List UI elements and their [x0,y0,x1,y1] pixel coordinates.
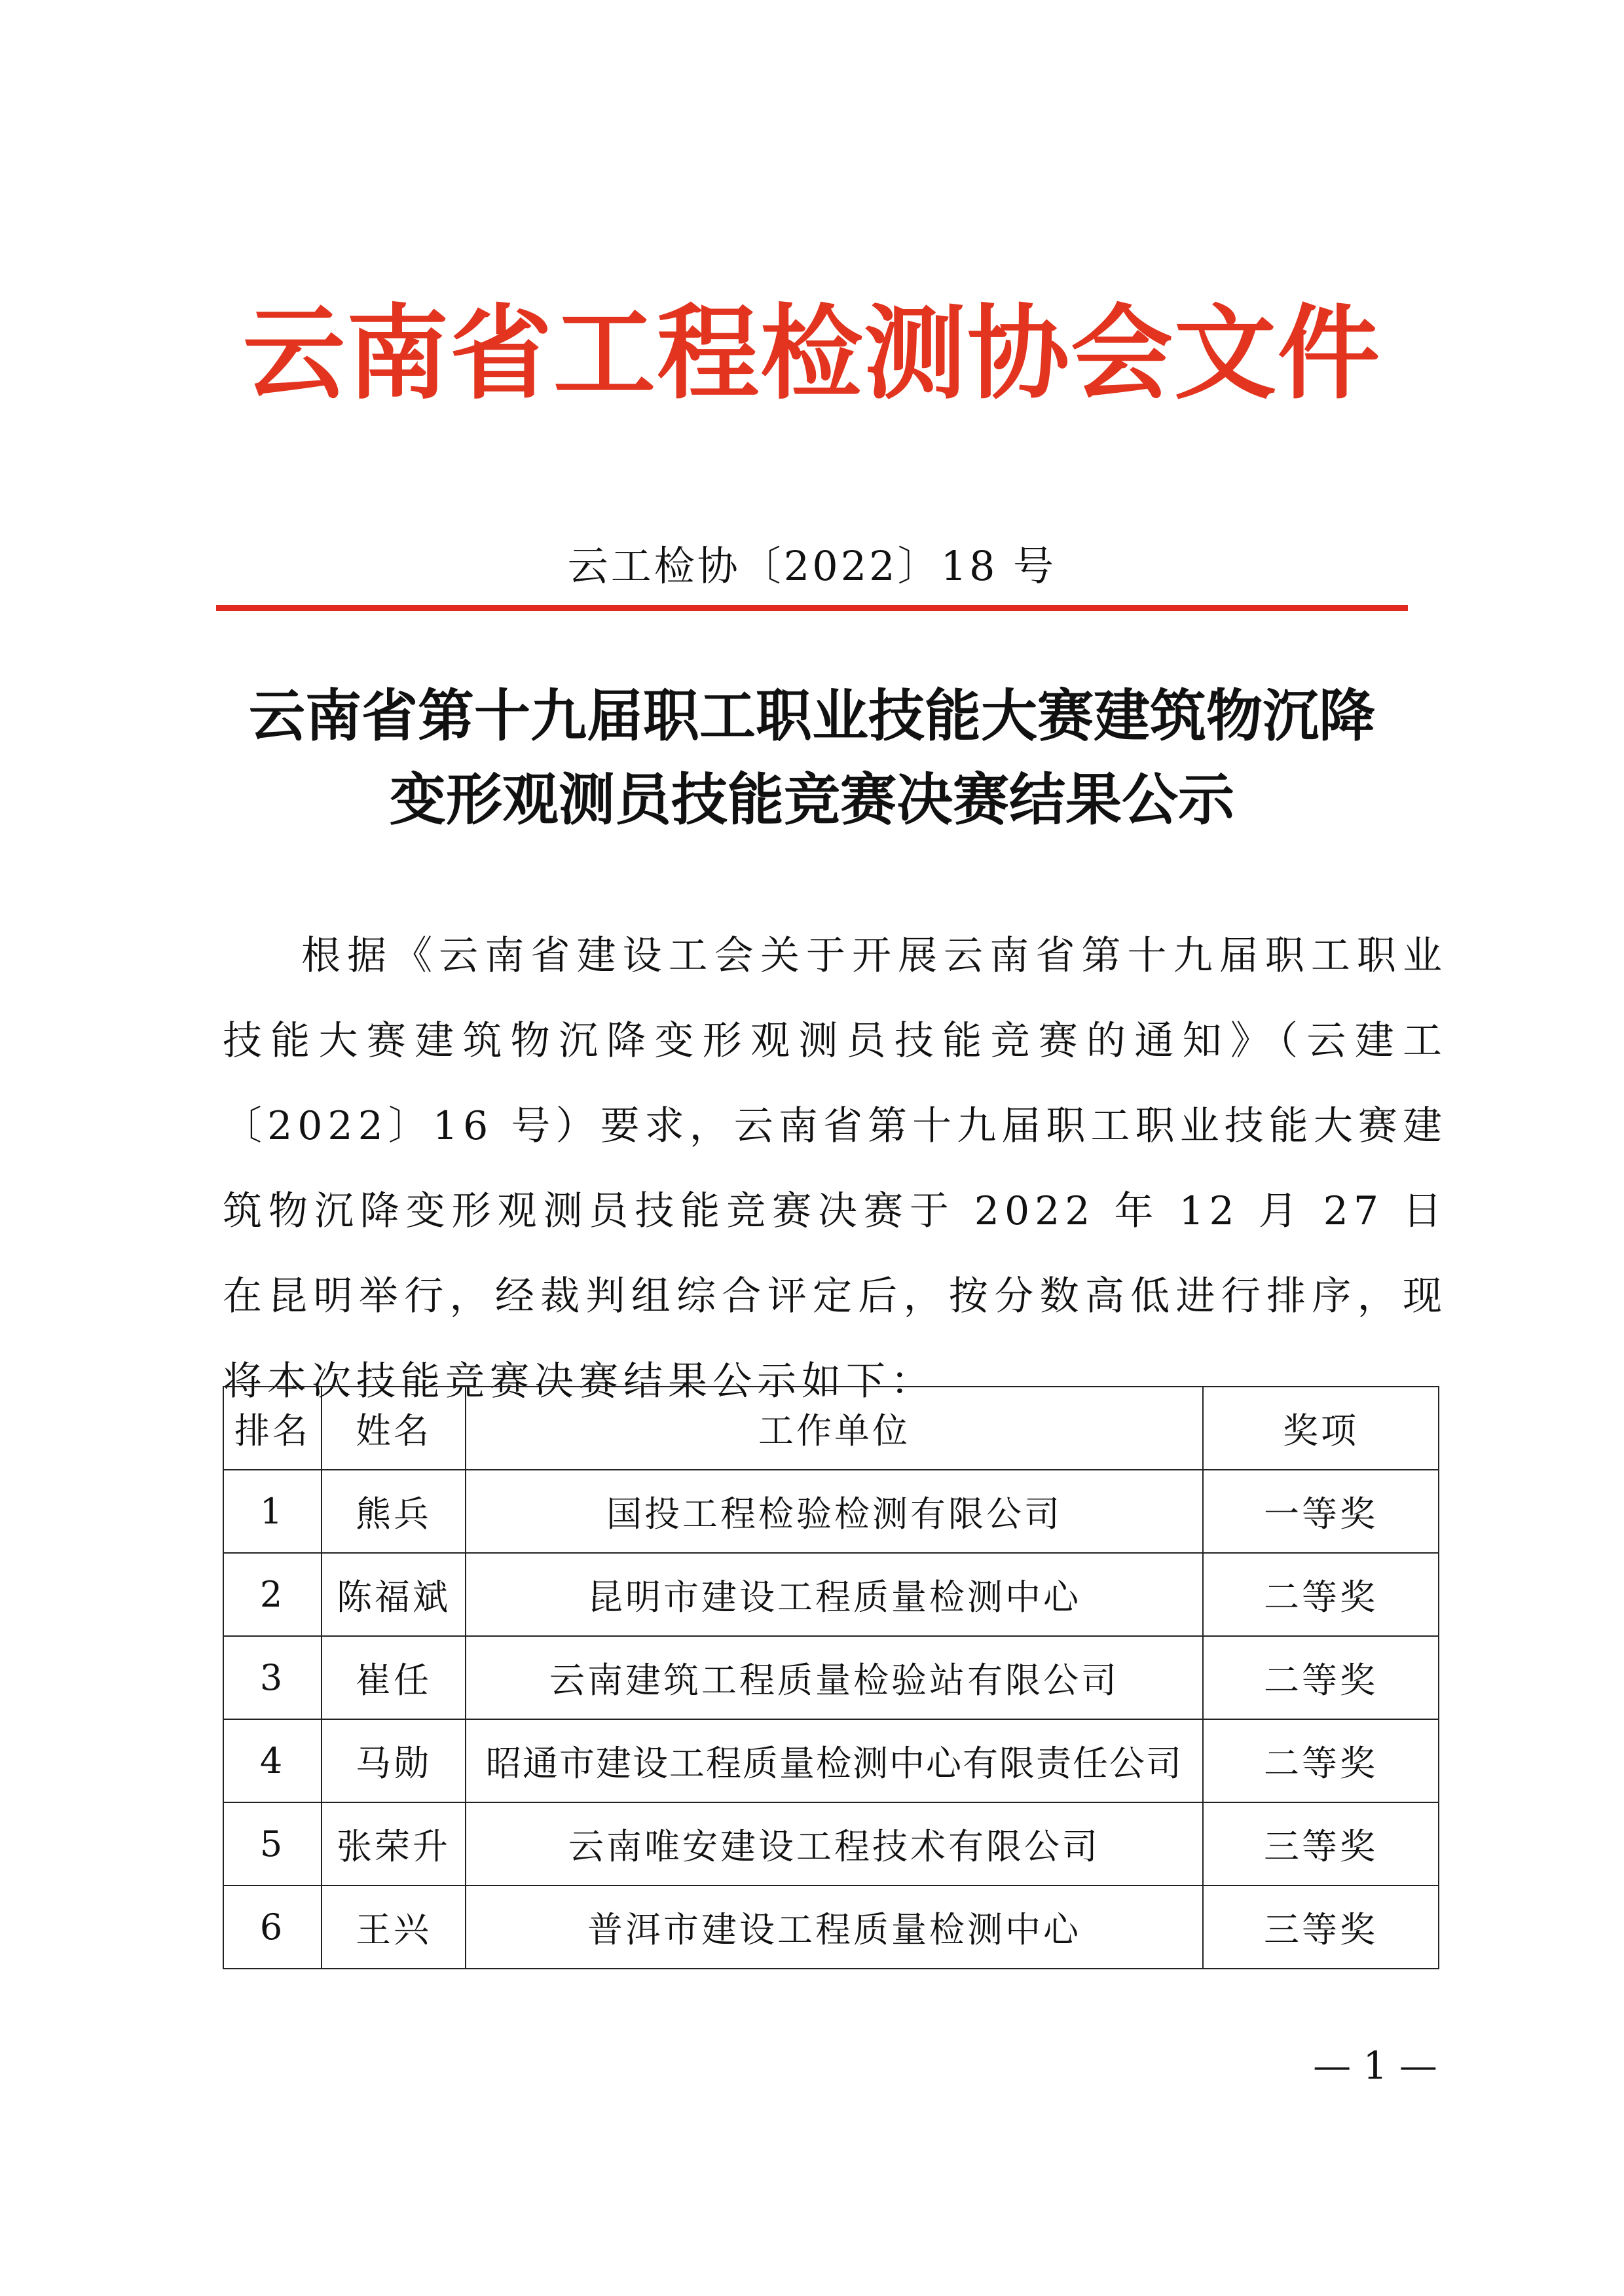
cell-award: 二等奖 [1203,1719,1439,1802]
cell-org: 云南唯安建设工程技术有限公司 [466,1802,1203,1886]
page-number: — 1 — [1313,2043,1437,2088]
notice-title-line-2: 变形观测员技能竞赛决赛结果公示 [390,767,1234,833]
cell-award: 三等奖 [1203,1802,1439,1886]
header-org: 工作单位 [466,1387,1203,1470]
cell-rank: 3 [223,1636,322,1719]
notice-title-line-1: 云南省第十九届职工职业技能大赛建筑物沉降 [249,683,1375,749]
cell-rank: 6 [223,1886,322,1969]
cell-name: 张荣升 [322,1802,466,1886]
cell-name: 马勋 [322,1719,466,1802]
table-row [223,1470,1439,1553]
cell-name: 陈福斌 [322,1553,466,1636]
header-award: 奖项 [1203,1387,1439,1470]
red-divider-line [216,605,1408,611]
results-table [223,1386,1439,1969]
table-row [223,1636,1439,1719]
table-row [223,1886,1439,1969]
document-masthead: 云南省工程检测协会文件 [243,293,1381,413]
cell-name: 崔任 [322,1636,466,1719]
header-name: 姓名 [322,1387,466,1470]
cell-rank: 4 [223,1719,322,1802]
table-row [223,1719,1439,1802]
table-row [223,1802,1439,1886]
cell-org: 云南建筑工程质量检验站有限公司 [466,1636,1203,1719]
table-row [223,1553,1439,1636]
document-number: 云工检协〔2022〕18 号 [567,542,1057,590]
cell-award: 二等奖 [1203,1636,1439,1719]
table-header-row [223,1387,1439,1470]
cell-org: 普洱市建设工程质量检测中心 [466,1886,1203,1969]
cell-org: 昆明市建设工程质量检测中心 [466,1553,1203,1636]
cell-rank: 5 [223,1802,322,1886]
notice-title [0,674,1624,842]
notice-body-paragraph: 根据《云南省建设工会关于开展云南省第十九届职工职业技能大赛建筑物沉降变形观测员技能竞赛的通知》（云建工〔2022〕16 号）要求，云南省第十九届职工职业技能大赛建筑物沉降变形观测员技能竞赛决赛于 2022 年 12 月 27 日在昆明举行，经裁判组综合评定后，按分数高低进行排序，现将本次技能竞赛决赛结果公示如下： [223,933,1447,1404]
cell-rank: 1 [223,1470,322,1553]
cell-org: 昭通市建设工程质量检测中心有限责任公司 [466,1719,1203,1802]
cell-award: 三等奖 [1203,1886,1439,1969]
cell-award: 一等奖 [1203,1470,1439,1553]
cell-rank: 2 [223,1553,322,1636]
cell-award: 二等奖 [1203,1553,1439,1636]
cell-name: 王兴 [322,1886,466,1969]
header-rank: 排名 [223,1387,322,1470]
cell-name: 熊兵 [322,1470,466,1553]
cell-org: 国投工程检验检测有限公司 [466,1470,1203,1553]
